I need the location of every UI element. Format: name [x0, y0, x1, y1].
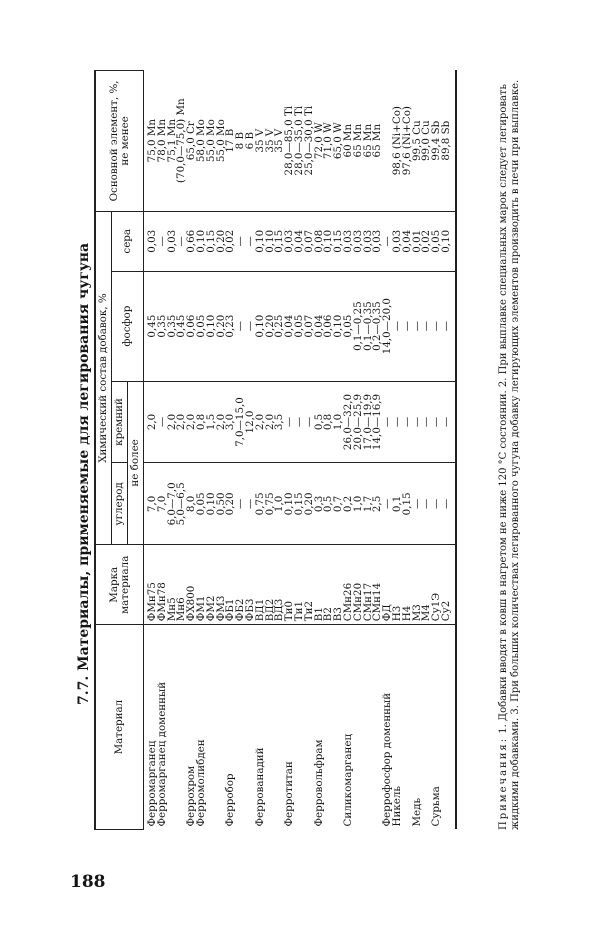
main-element-cell: 60 Mn — [344, 71, 354, 212]
notes-label: Примечания: — [498, 736, 509, 830]
header-sulfur: сера — [112, 211, 144, 271]
grade-cell: ФМн75 — [144, 545, 158, 625]
silicon-cell: 2,0 — [177, 381, 187, 463]
table-row — [403, 71, 413, 830]
phosphorus-cell: 0,35 — [168, 271, 178, 381]
table-title: 7.7. Материалы, применяемые для легирования чугуна — [76, 242, 92, 705]
main-element-cell: 99,0 Cu — [422, 71, 432, 212]
silicon-cell: 0,5 — [315, 381, 325, 463]
grade-cell: ФМ3 — [217, 545, 227, 625]
table-row — [266, 71, 276, 830]
phosphorus-cell: 0,23 — [226, 271, 236, 381]
sulfur-cell: 0,20 — [217, 211, 227, 271]
table-row — [344, 71, 354, 830]
silicon-cell: — — [158, 381, 168, 463]
table-row — [413, 71, 423, 830]
sulfur-cell: 0,10 — [442, 211, 456, 271]
sulfur-cell: 0,01 — [413, 211, 423, 271]
table-row — [256, 71, 266, 830]
sulfur-cell: 0,03 — [285, 211, 295, 271]
grade-cell: В1 — [315, 545, 325, 625]
grade-cell: ФБ1 — [226, 545, 236, 625]
header-silicon: кремний — [112, 381, 128, 463]
material-cell — [266, 625, 276, 830]
notes-text: 1. Добавки вводят в ковш в нагретом не ниже 120 °С состоянии. 2. При выплавке специальных марок следует легировать жидкими добавками. 3. При больших количествах легированного чугуна добавку легирующих элементов производить в печи при выплавке. — [498, 79, 521, 830]
header-carbon: углерод — [112, 463, 128, 545]
carbon-cell: 0,15 — [295, 463, 305, 545]
carbon-cell: 0,1 — [393, 463, 403, 545]
grade-cell: Ти1 — [295, 545, 305, 625]
sulfur-cell: — — [158, 211, 168, 271]
material-cell: Силикомарганец — [341, 733, 354, 827]
main-element-cell: 35 V — [266, 71, 276, 212]
header-material: Материал — [95, 625, 144, 830]
carbon-cell: 0,20 — [226, 463, 236, 545]
phosphorus-cell: 0,06 — [187, 271, 197, 381]
grade-cell: ФБ2 — [236, 545, 246, 625]
grade-cell: ВД2 — [266, 545, 276, 625]
material-cell — [295, 625, 305, 830]
grade-cell: Су2 — [442, 545, 456, 625]
sulfur-cell: 0,03 — [344, 211, 354, 271]
carbon-cell: 6,0—7,0 — [168, 463, 178, 545]
header-grade: Марка материала — [95, 545, 144, 625]
table-row — [364, 71, 374, 830]
main-element-cell: 75,1 Mn — [168, 71, 178, 212]
silicon-cell: 2,0 — [168, 381, 178, 463]
sulfur-cell: 0,07 — [305, 211, 315, 271]
grade-cell: Н4 — [403, 545, 413, 625]
sulfur-cell: 0,15 — [275, 211, 285, 271]
sulfur-cell: 0,10 — [256, 211, 266, 271]
phosphorus-cell: 0,10 — [256, 271, 266, 381]
table-body — [144, 71, 456, 830]
silicon-cell: — — [403, 381, 413, 463]
silicon-cell: 2,0 — [144, 381, 158, 463]
main-element-cell: 35 V — [275, 71, 285, 212]
table-row — [334, 71, 344, 830]
sulfur-cell: — — [383, 211, 393, 271]
carbon-cell: 0,10 — [207, 463, 217, 545]
phosphorus-cell: 0,05 — [295, 271, 305, 381]
main-element-cell: 25,0—30,0 Ti — [305, 71, 315, 212]
grade-cell: В2 — [324, 545, 334, 625]
table-row — [354, 71, 364, 830]
table-row — [246, 71, 256, 830]
grade-cell: СМн26 — [344, 545, 354, 625]
grade-cell: Мн6 — [177, 545, 187, 625]
grade-cell: М3 — [413, 545, 423, 625]
silicon-cell: — — [393, 381, 403, 463]
carbon-cell: 7,0 — [144, 463, 158, 545]
silicon-cell: 0,8 — [324, 381, 334, 463]
phosphorus-cell: — — [403, 271, 413, 381]
carbon-cell: 5,0—6,5 — [177, 463, 187, 545]
silicon-cell: 2,0 — [266, 381, 276, 463]
phosphorus-cell: — — [236, 271, 246, 381]
silicon-cell: — — [295, 381, 305, 463]
silicon-cell: 2,0 — [217, 381, 227, 463]
silicon-cell: 3,5 — [275, 381, 285, 463]
main-element-cell: 98,6 (Ni+Co) — [393, 71, 403, 212]
material-cell: Феррофосфор доменный — [381, 692, 394, 827]
main-element-cell: 65 Mn — [373, 71, 383, 212]
main-element-cell: 75,0 Mn — [144, 71, 158, 212]
material-cell: Ферромолибден — [194, 739, 207, 827]
silicon-cell: — — [305, 381, 315, 463]
main-element-cell: 8 B — [236, 71, 246, 212]
main-element-cell: 65 Mn — [364, 71, 374, 212]
main-element-cell: 65,0 Cr — [187, 71, 197, 212]
main-element-cell: 35 V — [256, 71, 266, 212]
sulfur-cell: 0,04 — [403, 211, 413, 271]
carbon-cell: — — [442, 463, 456, 545]
table-row — [197, 71, 207, 830]
sulfur-cell: — — [236, 211, 246, 271]
sulfur-cell: — — [246, 211, 256, 271]
sulfur-cell: 0,66 — [187, 211, 197, 271]
phosphorus-cell: — — [413, 271, 423, 381]
silicon-cell: 2,0 — [187, 381, 197, 463]
table-row — [305, 71, 315, 830]
material-cell — [236, 625, 246, 830]
sulfur-cell: 0,02 — [226, 211, 236, 271]
table-row — [177, 71, 187, 830]
table-row — [217, 71, 227, 830]
grade-cell: ФД — [383, 545, 393, 625]
phosphorus-cell: 0,45 — [177, 271, 187, 381]
phosphorus-cell: 0,25 — [275, 271, 285, 381]
carbon-cell: 7,0 — [158, 463, 168, 545]
material-cell — [168, 625, 178, 830]
material-cell: Феррохром — [185, 765, 198, 827]
phosphorus-cell: — — [246, 271, 256, 381]
silicon-cell: 3,0 — [226, 381, 236, 463]
material-cell — [364, 625, 374, 830]
sulfur-cell: 0,03 — [373, 211, 383, 271]
phosphorus-cell: 0,45 — [144, 271, 158, 381]
alloying-materials-table — [94, 70, 457, 830]
phosphorus-cell: 0,20 — [217, 271, 227, 381]
main-element-cell: 97,6 (Ni+Co) — [403, 71, 413, 212]
material-cell — [354, 625, 364, 830]
main-element-cell: 71,0 W — [324, 71, 334, 212]
phosphorus-cell: — — [442, 271, 456, 381]
main-element-cell: (70,0—75,0) Mn — [177, 71, 187, 212]
silicon-cell: — — [413, 381, 423, 463]
main-element-cell: 55,0 Mo — [217, 71, 227, 212]
grade-cell: ВД3 — [275, 545, 285, 625]
sulfur-cell: 0,03 — [393, 211, 403, 271]
carbon-cell: 0,05 — [197, 463, 207, 545]
main-element-cell: 89,8 Sb — [442, 71, 456, 212]
header-phosphorus: фосфор — [112, 271, 144, 381]
sulfur-cell: 0,10 — [197, 211, 207, 271]
main-element-cell: 28,0—85,0 Ti — [285, 71, 295, 212]
carbon-cell: 0,3 — [315, 463, 325, 545]
notes — [498, 70, 522, 830]
material-cell: Ферровольфрам — [312, 739, 325, 827]
carbon-cell: 0,10 — [285, 463, 295, 545]
main-element-cell: 55,0 Mo — [207, 71, 217, 212]
silicon-cell: 1,5 — [207, 381, 217, 463]
table-row — [383, 71, 393, 830]
header-main: Основной элемент, %, не менее — [95, 71, 144, 212]
phosphorus-cell: 14,0—20,0 — [383, 271, 393, 381]
main-element-cell: 17 B — [226, 71, 236, 212]
sulfur-cell: 0,03 — [364, 211, 374, 271]
material-cell: Медь — [410, 797, 423, 827]
grade-cell: Су1Э — [432, 545, 442, 625]
grade-cell: Ти2 — [305, 545, 315, 625]
table-row — [393, 71, 403, 830]
silicon-cell: 17,0—19,9 — [364, 381, 374, 463]
phosphorus-cell: 0,04 — [315, 271, 325, 381]
table-row — [285, 71, 295, 830]
table-row — [187, 71, 197, 830]
material-cell: Ферромарганец доменный — [155, 681, 168, 827]
sulfur-cell: 0,05 — [432, 211, 442, 271]
grade-cell: СМн20 — [354, 545, 364, 625]
table-row — [226, 71, 236, 830]
sulfur-cell: 0,03 — [144, 211, 158, 271]
table-row — [158, 71, 168, 830]
table-row — [295, 71, 305, 830]
phosphorus-cell: 0,20 — [266, 271, 276, 381]
phosphorus-cell: 0,10 — [207, 271, 217, 381]
carbon-cell: 1,0 — [275, 463, 285, 545]
sulfur-cell: — — [177, 211, 187, 271]
phosphorus-cell: — — [422, 271, 432, 381]
carbon-cell: 1,7 — [364, 463, 374, 545]
silicon-cell: 26,0—32,0 — [344, 381, 354, 463]
grade-cell: ФМн78 — [158, 545, 168, 625]
material-cell — [207, 625, 217, 830]
table-row — [236, 71, 246, 830]
carbon-cell: 8,0 — [187, 463, 197, 545]
carbon-cell: 0,75 — [266, 463, 276, 545]
main-element-cell: 58,0 Mo — [197, 71, 207, 212]
header-chem: Химический состав добавок, % — [95, 211, 112, 544]
carbon-cell: 1,0 — [354, 463, 364, 545]
material-cell: Феррованадий — [253, 747, 266, 827]
material-cell — [442, 625, 456, 830]
silicon-cell: 12,0 — [246, 381, 256, 463]
table-row — [422, 71, 432, 830]
carbon-cell: — — [383, 463, 393, 545]
carbon-cell: — — [422, 463, 432, 545]
phosphorus-cell: 0,07 — [305, 271, 315, 381]
carbon-cell: 0,50 — [217, 463, 227, 545]
sulfur-cell: 0,10 — [324, 211, 334, 271]
phosphorus-cell: 0,05 — [197, 271, 207, 381]
phosphorus-cell: 0,1—0,35 — [364, 271, 374, 381]
phosphorus-cell: — — [393, 271, 403, 381]
silicon-cell: 14,0—16,9 — [373, 381, 383, 463]
phosphorus-cell: 0,10 — [334, 271, 344, 381]
silicon-cell: — — [383, 381, 393, 463]
carbon-cell: — — [236, 463, 246, 545]
grade-cell: В3 — [334, 545, 344, 625]
sulfur-cell: 0,04 — [295, 211, 305, 271]
sulfur-cell: 0,15 — [334, 211, 344, 271]
grade-cell: СМн17 — [364, 545, 374, 625]
material-cell: Ферробор — [224, 773, 237, 827]
main-element-cell: 6 B — [246, 71, 256, 212]
phosphorus-cell: 0,06 — [324, 271, 334, 381]
phosphorus-cell: 0,1—0,25 — [354, 271, 364, 381]
phosphorus-cell: — — [432, 271, 442, 381]
phosphorus-cell: 0,2—0,35 — [373, 271, 383, 381]
table-row — [207, 71, 217, 830]
table-row — [442, 71, 456, 830]
main-element-cell: 65 Mn — [354, 71, 364, 212]
silicon-cell: 0,8 — [197, 381, 207, 463]
rotated-page-content — [20, 0, 600, 920]
silicon-cell: — — [432, 381, 442, 463]
grade-cell: Н3 — [393, 545, 403, 625]
grade-cell: ФМ2 — [207, 545, 217, 625]
phosphorus-cell: 0,35 — [158, 271, 168, 381]
silicon-cell: 2,0 — [256, 381, 266, 463]
grade-cell: Мн5 — [168, 545, 178, 625]
silicon-cell: — — [442, 381, 456, 463]
table-row — [275, 71, 285, 830]
sulfur-cell: 0,15 — [207, 211, 217, 271]
phosphorus-cell: 0,04 — [285, 271, 295, 381]
carbon-cell: 0,5 — [324, 463, 334, 545]
grade-cell: М4 — [422, 545, 432, 625]
phosphorus-cell: 0,05 — [344, 271, 354, 381]
carbon-cell: 0,20 — [305, 463, 315, 545]
silicon-cell: 1,0 — [334, 381, 344, 463]
main-element-cell: 65,0 W — [334, 71, 344, 212]
carbon-cell: 0,75 — [256, 463, 266, 545]
grade-cell: СМн14 — [373, 545, 383, 625]
material-cell: Никель — [390, 785, 403, 827]
sulfur-cell: 0,03 — [354, 211, 364, 271]
carbon-cell: 2,5 — [373, 463, 383, 545]
grade-cell: Ти0 — [285, 545, 295, 625]
main-element-cell: 99,4 Sb — [432, 71, 442, 212]
main-element-cell: 78,0 Mn — [158, 71, 168, 212]
grade-cell: ВД1 — [256, 545, 266, 625]
material-cell: Ферротитан — [283, 761, 296, 827]
grade-cell: ФХ800 — [187, 545, 197, 625]
material-cell: Ферромарганец — [146, 740, 158, 827]
carbon-cell: — — [432, 463, 442, 545]
carbon-cell: 0,7 — [334, 463, 344, 545]
silicon-cell: 7,0—15,0 — [236, 381, 246, 463]
page-number: 188 — [70, 872, 106, 892]
table-row — [324, 71, 334, 830]
table-row — [315, 71, 325, 830]
grade-cell: ФБ3 — [246, 545, 256, 625]
silicon-cell: — — [285, 381, 295, 463]
main-element-cell: 28,0—35,0 Ti — [295, 71, 305, 212]
sulfur-cell: 0,10 — [266, 211, 276, 271]
sulfur-cell: 0,08 — [315, 211, 325, 271]
sulfur-cell: 0,03 — [168, 211, 178, 271]
main-element-cell: 99,5 Cu — [413, 71, 423, 212]
table-row — [432, 71, 442, 830]
material-cell — [324, 625, 334, 830]
carbon-cell: — — [413, 463, 423, 545]
table-row — [168, 71, 178, 830]
header-not-more: не более — [128, 381, 144, 545]
sulfur-cell: 0,02 — [422, 211, 432, 271]
material-cell: Сурьма — [430, 786, 443, 827]
carbon-cell: 0,2 — [344, 463, 354, 545]
carbon-cell: 0,15 — [403, 463, 413, 545]
silicon-cell: 20,0—25,9 — [354, 381, 364, 463]
main-element-cell: 72,0 W — [315, 71, 325, 212]
carbon-cell: — — [246, 463, 256, 545]
grade-cell: ФМ1 — [197, 545, 207, 625]
silicon-cell: — — [422, 381, 432, 463]
